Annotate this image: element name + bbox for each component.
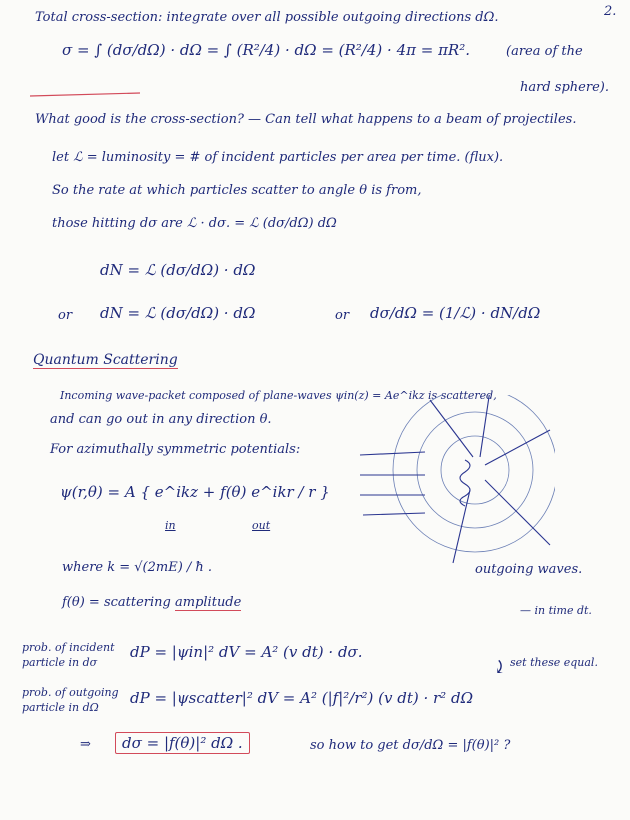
quantum-scattering-heading: Quantum Scattering (33, 352, 178, 368)
psi-equation: ψ(r,θ) = A { e^ikz + f(θ) e^ikr / r } (60, 483, 330, 501)
or-label-2: or (335, 308, 350, 323)
prob-incident-label: prob. of incident (22, 641, 115, 654)
f-definition (62, 595, 241, 611)
rate-line: So the rate at which particles scatter to angle θ is from, (52, 183, 422, 198)
dP-outgoing-equation: dP = |ψscatter|² dV = A² (|f|²/r²) (v dt) · r² dΩ (130, 689, 474, 707)
implies-arrow: ⇒ (80, 737, 91, 752)
sigma-equation: σ = ∫ (dσ/dΩ) · dΩ = ∫ (R²/4) · dΩ = (R²/4) · 4π = πR². (62, 41, 471, 59)
prob-incident-label-2: particle in dσ (22, 656, 98, 669)
page-number: 2. (604, 4, 617, 19)
dN-equation: dN = ℒ (dσ/dΩ) · dΩ (100, 261, 256, 279)
luminosity-line: let ℒ = luminosity = # of incident particles per area per time. (flux). (52, 150, 504, 165)
hitting-line: those hitting dσ are ℒ · dσ. = ℒ (dσ/dΩ) dΩ (52, 216, 337, 231)
dsigma-equation: dσ/dΩ = (1/ℒ) · dN/dΩ (370, 304, 541, 322)
set-equal-note: set these equal. (510, 656, 598, 669)
question-line: What good is the cross-section? — Can tell what happens to a beam of projectiles. (35, 112, 577, 127)
or-label: or (58, 308, 73, 323)
f-def-lhs: f(θ) = scattering (62, 595, 171, 610)
total-cross-section-heading: Total cross-section: integrate over all possible outgoing directions dΩ. (35, 10, 499, 25)
outgoing-waves-label: outgoing waves. (475, 562, 583, 577)
amplitude-word: amplitude (175, 595, 242, 610)
where-k-line: where k = √(2mE) / ħ . (62, 560, 213, 575)
prob-outgoing-label-2: particle in dΩ (22, 701, 99, 714)
prob-outgoing-label: prob. of outgoing (22, 686, 119, 699)
boxed-result: dσ = |f(θ)|² dΩ . (115, 732, 250, 754)
in-label: in (165, 519, 176, 532)
any-direction-line: and can go out in any direction θ. (50, 412, 272, 427)
incoming-line: Incoming wave-packet composed of plane-waves ψin(z) = Ae^ikz is scattered, (60, 389, 497, 402)
dP-incident-equation: dP = |ψin|² dV = A² (v dt) · dσ. (130, 643, 363, 661)
dN-equation-2: dN = ℒ (dσ/dΩ) · dΩ (100, 304, 256, 322)
in-time-dt: — in time dt. (520, 604, 592, 617)
curved-arrow-icon: ⤸ (492, 657, 508, 678)
area-note: (area of the (506, 44, 583, 59)
area-note-2: hard sphere). (520, 80, 609, 95)
closing-question: so how to get dσ/dΩ = |f(θ)|² ? (310, 738, 511, 753)
azimuthal-line: For azimuthally symmetric potentials: (50, 442, 301, 457)
out-label: out (252, 519, 271, 532)
